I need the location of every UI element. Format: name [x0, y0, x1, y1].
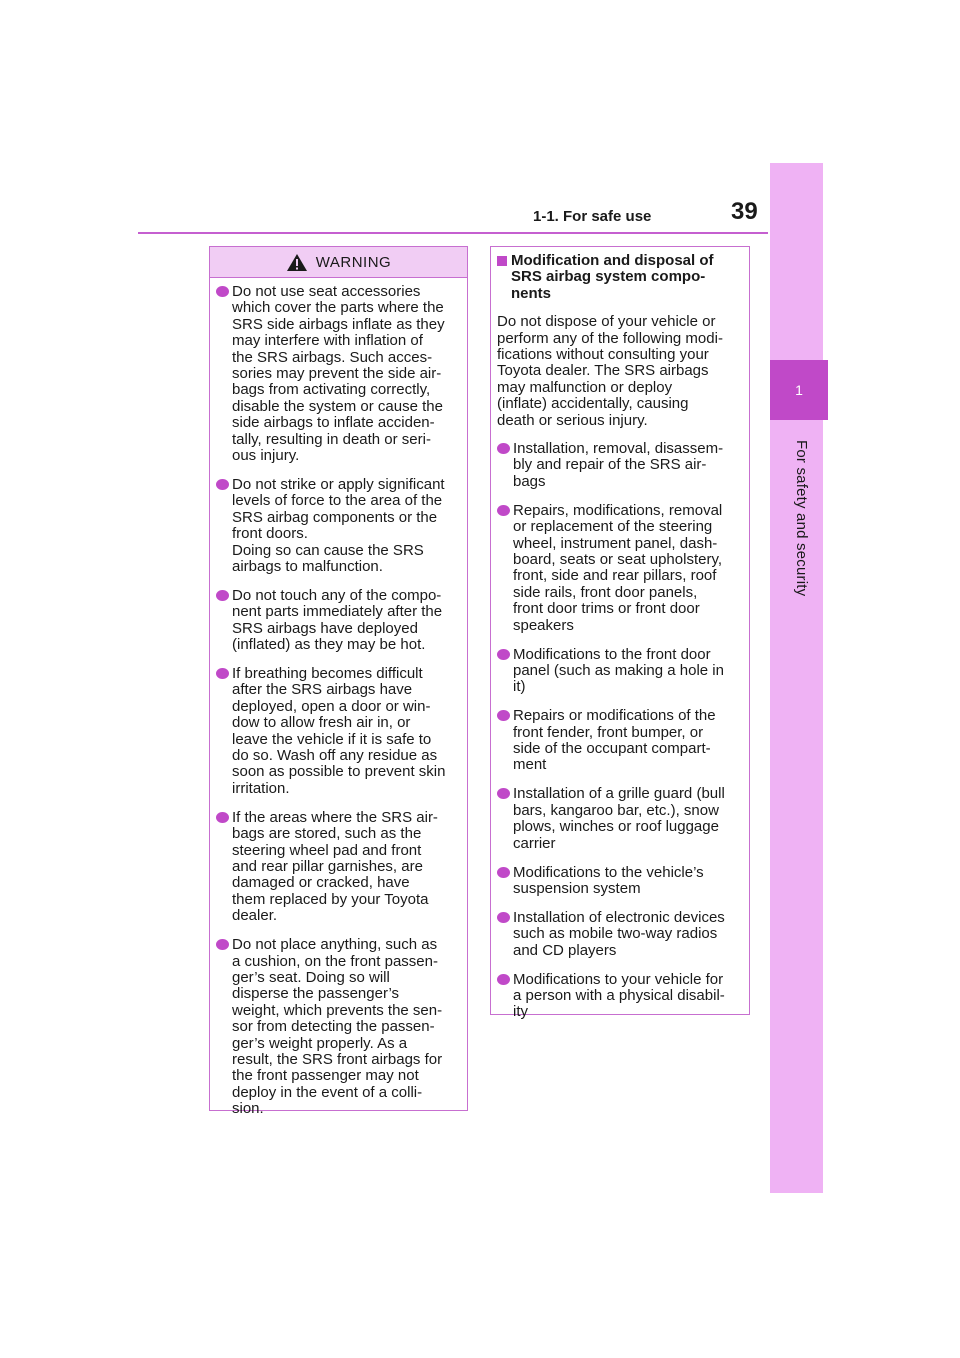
section-title: 1-1. For safe use — [533, 208, 652, 225]
warning-triangle-icon — [286, 253, 308, 272]
chapter-side-tab — [770, 163, 823, 1193]
list-item-text: Modifications to the front door panel (such as making a hole in it) — [513, 645, 724, 696]
list-item — [216, 588, 457, 654]
list-item — [216, 477, 457, 575]
bullet-dot-icon — [497, 788, 510, 799]
bullet-dot-icon — [497, 505, 510, 516]
bullet-dot-icon — [216, 812, 229, 823]
list-item-text: If breathing becomes difficult after the SRS airbags have deployed, open a door or win- dow to allow fresh air in, or leave the vehicle if it is safe to do so. Wash off any residue as soon as possible to prevent skin irritation. — [232, 665, 446, 797]
bullet-dot-icon — [216, 590, 229, 601]
chapter-number-tab: 1 — [770, 360, 828, 420]
bullet-dot-icon — [497, 974, 510, 985]
list-item-text: Repairs or modifications of the front fender, front bumper, or side of the occupant compart- ment — [513, 707, 716, 774]
chapter-title: For safety and security — [793, 440, 810, 597]
list-item — [497, 708, 741, 774]
list-item — [497, 972, 741, 1021]
list-item-text: Installation, removal, disassem- bly and repair of the SRS air- bags — [513, 440, 724, 490]
list-item — [497, 647, 741, 696]
list-item — [497, 441, 741, 490]
list-item-text: Do not use seat accessories which cover the parts where the SRS side airbags inflate as they may interfere with inflation of the SRS airbags. Such acces- sories may prevent the side air- bags from activating correctly, disable the system or cause the side airbags to inflate acciden- tally, resulting in death or seri- ous injury. — [232, 283, 445, 465]
warning-label: WARNING — [315, 253, 392, 271]
list-item-text: Installation of a grille guard (bull bars, kangaroo bar, etc.), snow plows, winches or roof luggage carrier — [513, 785, 725, 852]
list-item — [497, 503, 741, 634]
warning-header — [210, 247, 467, 278]
list-item — [216, 810, 457, 925]
list-item — [216, 666, 457, 797]
page-number: 39 — [731, 198, 758, 225]
bullet-dot-icon — [497, 710, 510, 721]
list-item-text: Do not strike or apply significant levels of force to the area of the SRS airbag components or the front doors. Doing so can cause the SRS airbags to malfunction. — [232, 475, 445, 575]
square-bullet-icon — [497, 256, 507, 266]
warning-list — [210, 278, 467, 1118]
bullet-dot-icon — [216, 479, 229, 490]
list-item — [216, 937, 457, 1117]
list-item-text: Installation of electronic devices such as mobile two-way radios and CD players — [513, 908, 725, 959]
bullet-dot-icon — [216, 668, 229, 679]
bullet-dot-icon — [497, 649, 510, 660]
modification-list — [497, 441, 741, 1021]
bullet-dot-icon — [497, 867, 510, 878]
list-item — [216, 284, 457, 464]
list-item-text: Repairs, modifications, removal or replacement of the steering wheel, instrument panel, dash- board, seats or seat upholstery, front, side and rear pillars, roof side rails, front door panels, front door trims or front door speakers — [513, 501, 723, 634]
list-item-text: If the areas where the SRS air- bags are stored, such as the steering wheel pad and front and rear pillar garnishes, are damaged or cracked, have them replaced by your Toyota dealer. — [232, 808, 438, 925]
modification-box — [490, 246, 750, 1021]
bullet-dot-icon — [497, 443, 510, 454]
list-item — [497, 786, 741, 852]
list-item-text: Modifications to your vehicle for a person with a physical disabil- ity — [513, 970, 725, 1021]
bullet-dot-icon — [497, 912, 510, 923]
modification-intro: Do not dispose of your vehicle or perform any of the following modi- fications without consulting your Toyota dealer. The SRS airbags may malfunction or deploy (inflate) accidentally, causing death or serious injury. — [497, 313, 723, 429]
header-divider — [138, 232, 768, 234]
list-item-text: Modifications to the vehicle’s suspension system — [513, 863, 704, 897]
list-item — [497, 910, 741, 959]
list-item-text: Do not touch any of the compo- nent parts immediately after the SRS airbags have deployed (inflated) as they may be hot. — [232, 586, 443, 654]
modification-heading-text: Modification and disposal of SRS airbag system compo- nents — [511, 252, 714, 302]
bullet-dot-icon — [216, 939, 229, 950]
list-item — [497, 865, 741, 898]
list-item-text: Do not place anything, such as a cushion, on the front passen- ger’s seat. Doing so will disperse the passenger’s weight, which prevents the sen- sor from detecting the passen- ger’s weight properly. As a result, the SRS front airbags for the front passenger may not deploy in the event of a colli- sion. — [232, 936, 443, 1118]
bullet-dot-icon — [216, 286, 229, 297]
modification-heading — [497, 253, 741, 302]
warning-box — [209, 246, 468, 1118]
